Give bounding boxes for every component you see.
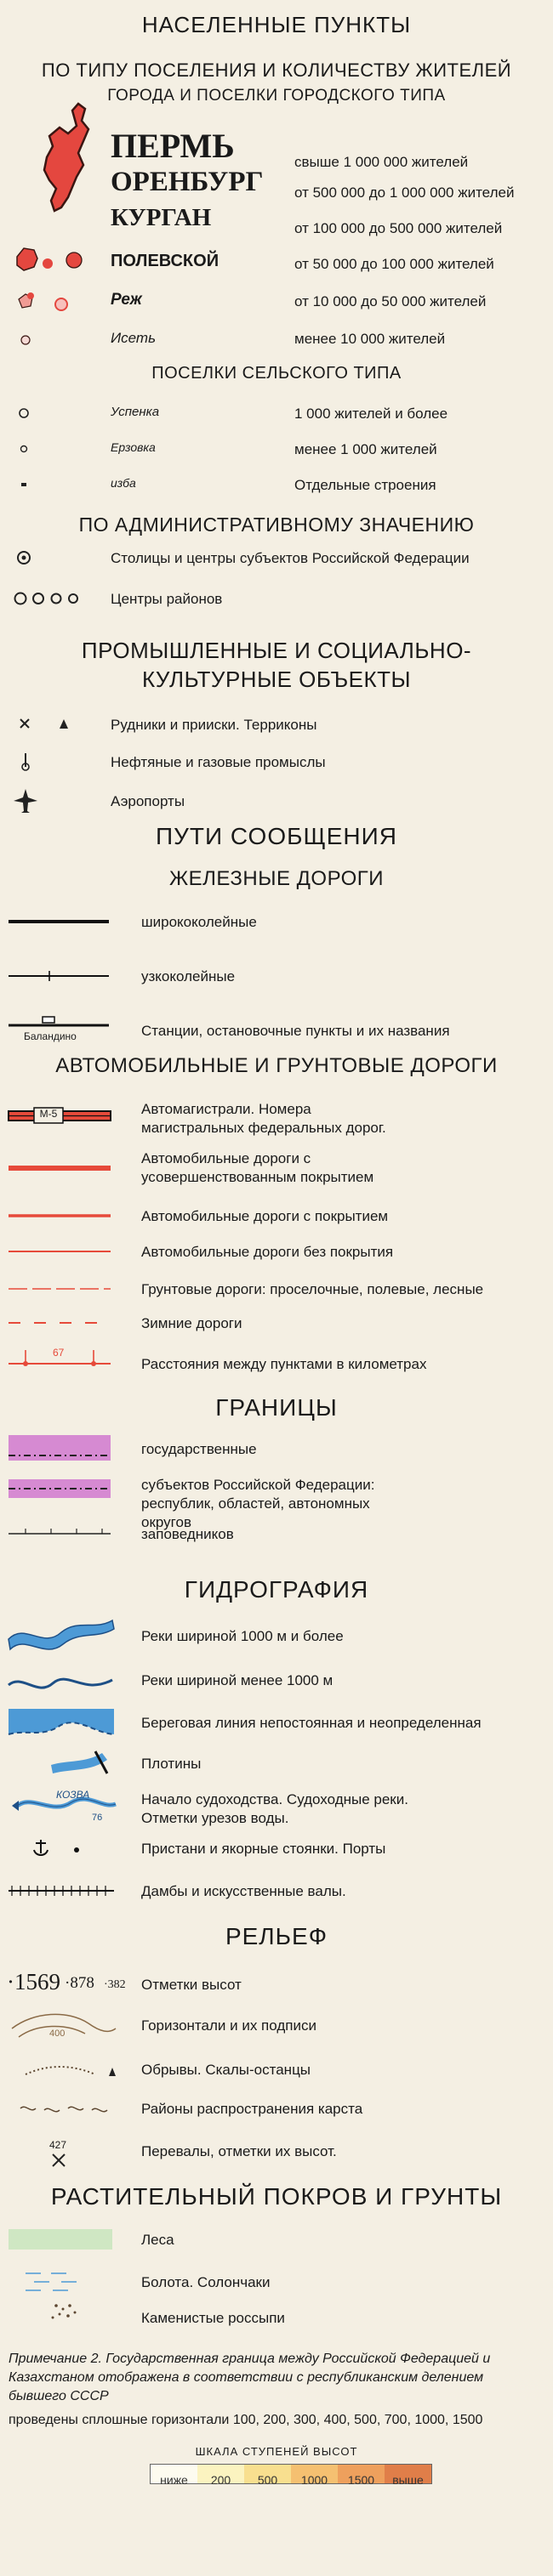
swamp-symbol (26, 2273, 77, 2290)
relief-item-3: Обрывы. Скалы-останцы (141, 2062, 311, 2078)
settlements-subtitle: ПО ТИПУ ПОСЕЛЕНИЯ И КОЛИЧЕСТВУ ЖИТЕЛЕЙ (41, 60, 512, 81)
vegetation-title: РАСТИТЕЛЬНЫЙ ПОКРОВ И ГРУНТЫ (50, 2183, 503, 2210)
relief-item-4: Районы распространения карста (141, 2101, 363, 2117)
city-name-4: ПОЛЕВСКОЙ (111, 252, 219, 270)
road-item-3: Автомобильные дороги с покрытием (141, 1208, 389, 1224)
rail-item-1: ширококолейные (141, 914, 257, 930)
height-mark-2: ·878 (65, 1974, 94, 1992)
relief-title: РЕЛЬЕФ (225, 1923, 328, 1949)
city-name-5: Реж (111, 291, 142, 309)
station-example: Баландино (24, 1030, 77, 1042)
rural-name-3: изба (111, 476, 136, 490)
city-name-3: КУРГАН (111, 204, 212, 231)
relief-item-2: Горизонтали и их подписи (141, 2017, 316, 2034)
hydro-item-3: Береговая линия непостоянная и неопределенная (141, 1715, 482, 1731)
hydro-item-7: Дамбы и искусственные валы. (141, 1883, 346, 1899)
road-item-2: Автомобильные дороги с усовершенствованным покрытием (141, 1150, 374, 1185)
rural-pop-2: менее 1 000 жителей (294, 441, 437, 457)
transport-title: ПУТИ СООБЩЕНИЯ (156, 823, 397, 849)
forest-swatch (9, 2229, 112, 2250)
industry-item-1: Рудники и прииски. Терриконы (111, 717, 317, 733)
contour-label: 400 (49, 2028, 66, 2039)
city-pop-6: менее 10 000 жителей (294, 331, 446, 347)
city-pop-3: от 100 000 до 500 000 жителей (294, 220, 503, 236)
road-item-4: Автомобильные дороги без покрытия (141, 1244, 394, 1260)
industry-item-3: Аэропорты (111, 793, 185, 809)
road-item-7: Расстояния между пунктами в километрах (141, 1356, 427, 1372)
rural-pop-1: 1 000 жителей и более (294, 406, 448, 422)
road-item-5: Грунтовые дороги: проселочные, полевые, лесные (141, 1281, 484, 1297)
vegetation-item-3: Каменистые россыпи (141, 2310, 285, 2326)
scale-step-1: ниже (151, 2465, 197, 2483)
scale-step-5: 1500 (338, 2465, 385, 2483)
cities-subtitle: ГОРОДА И ПОСЕЛКИ ГОРОДСКОГО ТИПА (107, 87, 446, 105)
relief-item-5: Перевалы, отметки их высот. (141, 2143, 337, 2159)
scale-step-6: выше (385, 2465, 431, 2483)
vegetation-item-2: Болота. Солончаки (141, 2274, 271, 2290)
industry-item-2: Нефтяные и газовые промыслы (111, 754, 326, 770)
city-name-2: ОРЕНБУРГ (111, 167, 264, 197)
road-item-6: Зимние дороги (141, 1315, 242, 1331)
height-mark-1: ·1569 (7, 1969, 60, 1994)
height-scale (150, 2464, 432, 2487)
border-item-3: заповедников (141, 1526, 234, 1542)
scale-step-2: 200 (197, 2465, 244, 2483)
hydro-item-5: Начало судоходства. Судоходные реки. Отметки урезов воды. (141, 1791, 408, 1826)
relief-item-1: Отметки высот (141, 1977, 242, 1993)
scale-step-3: 500 (244, 2465, 291, 2483)
city-pop-1: свыше 1 000 000 жителей (294, 154, 469, 170)
vegetation-symbols (0, 0, 128, 2329)
border-item-1: государственные (141, 1441, 257, 1457)
rural-name-1: Успенка (111, 405, 160, 419)
river-mark: 76 (92, 1813, 103, 1823)
hydro-item-6: Пристани и якорные стоянки. Порты (141, 1841, 386, 1857)
city-pop-2: от 500 000 до 1 000 000 жителей (294, 184, 515, 201)
settlements-title: НАСЕЛЕННЫЕ ПУНКТЫ (141, 12, 412, 37)
road-item-1: Автомагистрали. Номера магистральных федеральных дорог. (141, 1101, 386, 1136)
admin-subtitle: ПО АДМИНИСТРАТИВНОМУ ЗНАЧЕНИЮ (78, 513, 475, 536)
pass-label: 427 (49, 2139, 67, 2151)
admin-item-1: Столицы и центры субъектов Российской Федерации (111, 550, 470, 566)
admin-item-2: Центры районов (111, 591, 223, 607)
rail-subtitle: ЖЕЛЕЗНЫЕ ДОРОГИ (169, 867, 384, 890)
industry-title-2: КУЛЬТУРНЫЕ ОБЪЕКТЫ (141, 667, 412, 692)
scree-symbol (52, 2304, 77, 2318)
borders-title: ГРАНИЦЫ (215, 1394, 338, 1421)
height-mark-3: ·382 (104, 1978, 126, 1991)
distance-example: 67 (53, 1347, 65, 1359)
city-pop-4: от 50 000 до 100 000 жителей (294, 256, 494, 272)
hydro-item-2: Реки шириной менее 1000 м (141, 1672, 334, 1688)
river-label: КОЗВА (56, 1789, 90, 1801)
rail-item-2: узкоколейные (141, 968, 236, 984)
vegetation-item-1: Леса (141, 2232, 174, 2248)
city-pop-5: от 10 000 до 50 000 жителей (294, 293, 487, 309)
hydro-title: ГИДРОГРАФИЯ (184, 1576, 369, 1603)
industry-title-1: ПРОМЫШЛЕННЫЕ И СОЦИАЛЬНО- (81, 638, 472, 663)
note-contours: проведены сплошные горизонтали 100, 200, 300, 400, 500, 700, 1000, 1500 (9, 2413, 483, 2427)
rural-name-2: Ерзовка (111, 440, 156, 454)
border-item-2: субъектов Российской Федерации: республик, областей, автономных округов (141, 1477, 375, 1530)
road-subtitle: АВТОМОБИЛЬНЫЕ И ГРУНТОВЫЕ ДОРОГИ (55, 1054, 498, 1077)
rural-pop-3: Отдельные строения (294, 477, 436, 493)
rural-subtitle: ПОСЕЛКИ СЕЛЬСКОГО ТИПА (151, 364, 402, 383)
rail-item-3: Станции, остановочные пункты и их названия (141, 1023, 450, 1039)
city-name-1: ПЕРМЬ (111, 127, 235, 165)
hydro-item-1: Реки шириной 1000 м и более (141, 1628, 344, 1644)
city-name-6: Исеть (111, 330, 157, 346)
note-text: Примечание 2. Государственная граница между Российской Федерацией и Казахстаном отображена в соответствии с республиканским делением бывшего СССР (9, 2352, 491, 2403)
hydro-item-4: Плотины (141, 1756, 202, 1772)
road-number: M-5 (39, 1108, 58, 1120)
scale-title: ШКАЛА СТУПЕНЕЙ ВЫСОТ (195, 2445, 358, 2458)
scale-step-4: 1000 (291, 2465, 338, 2483)
